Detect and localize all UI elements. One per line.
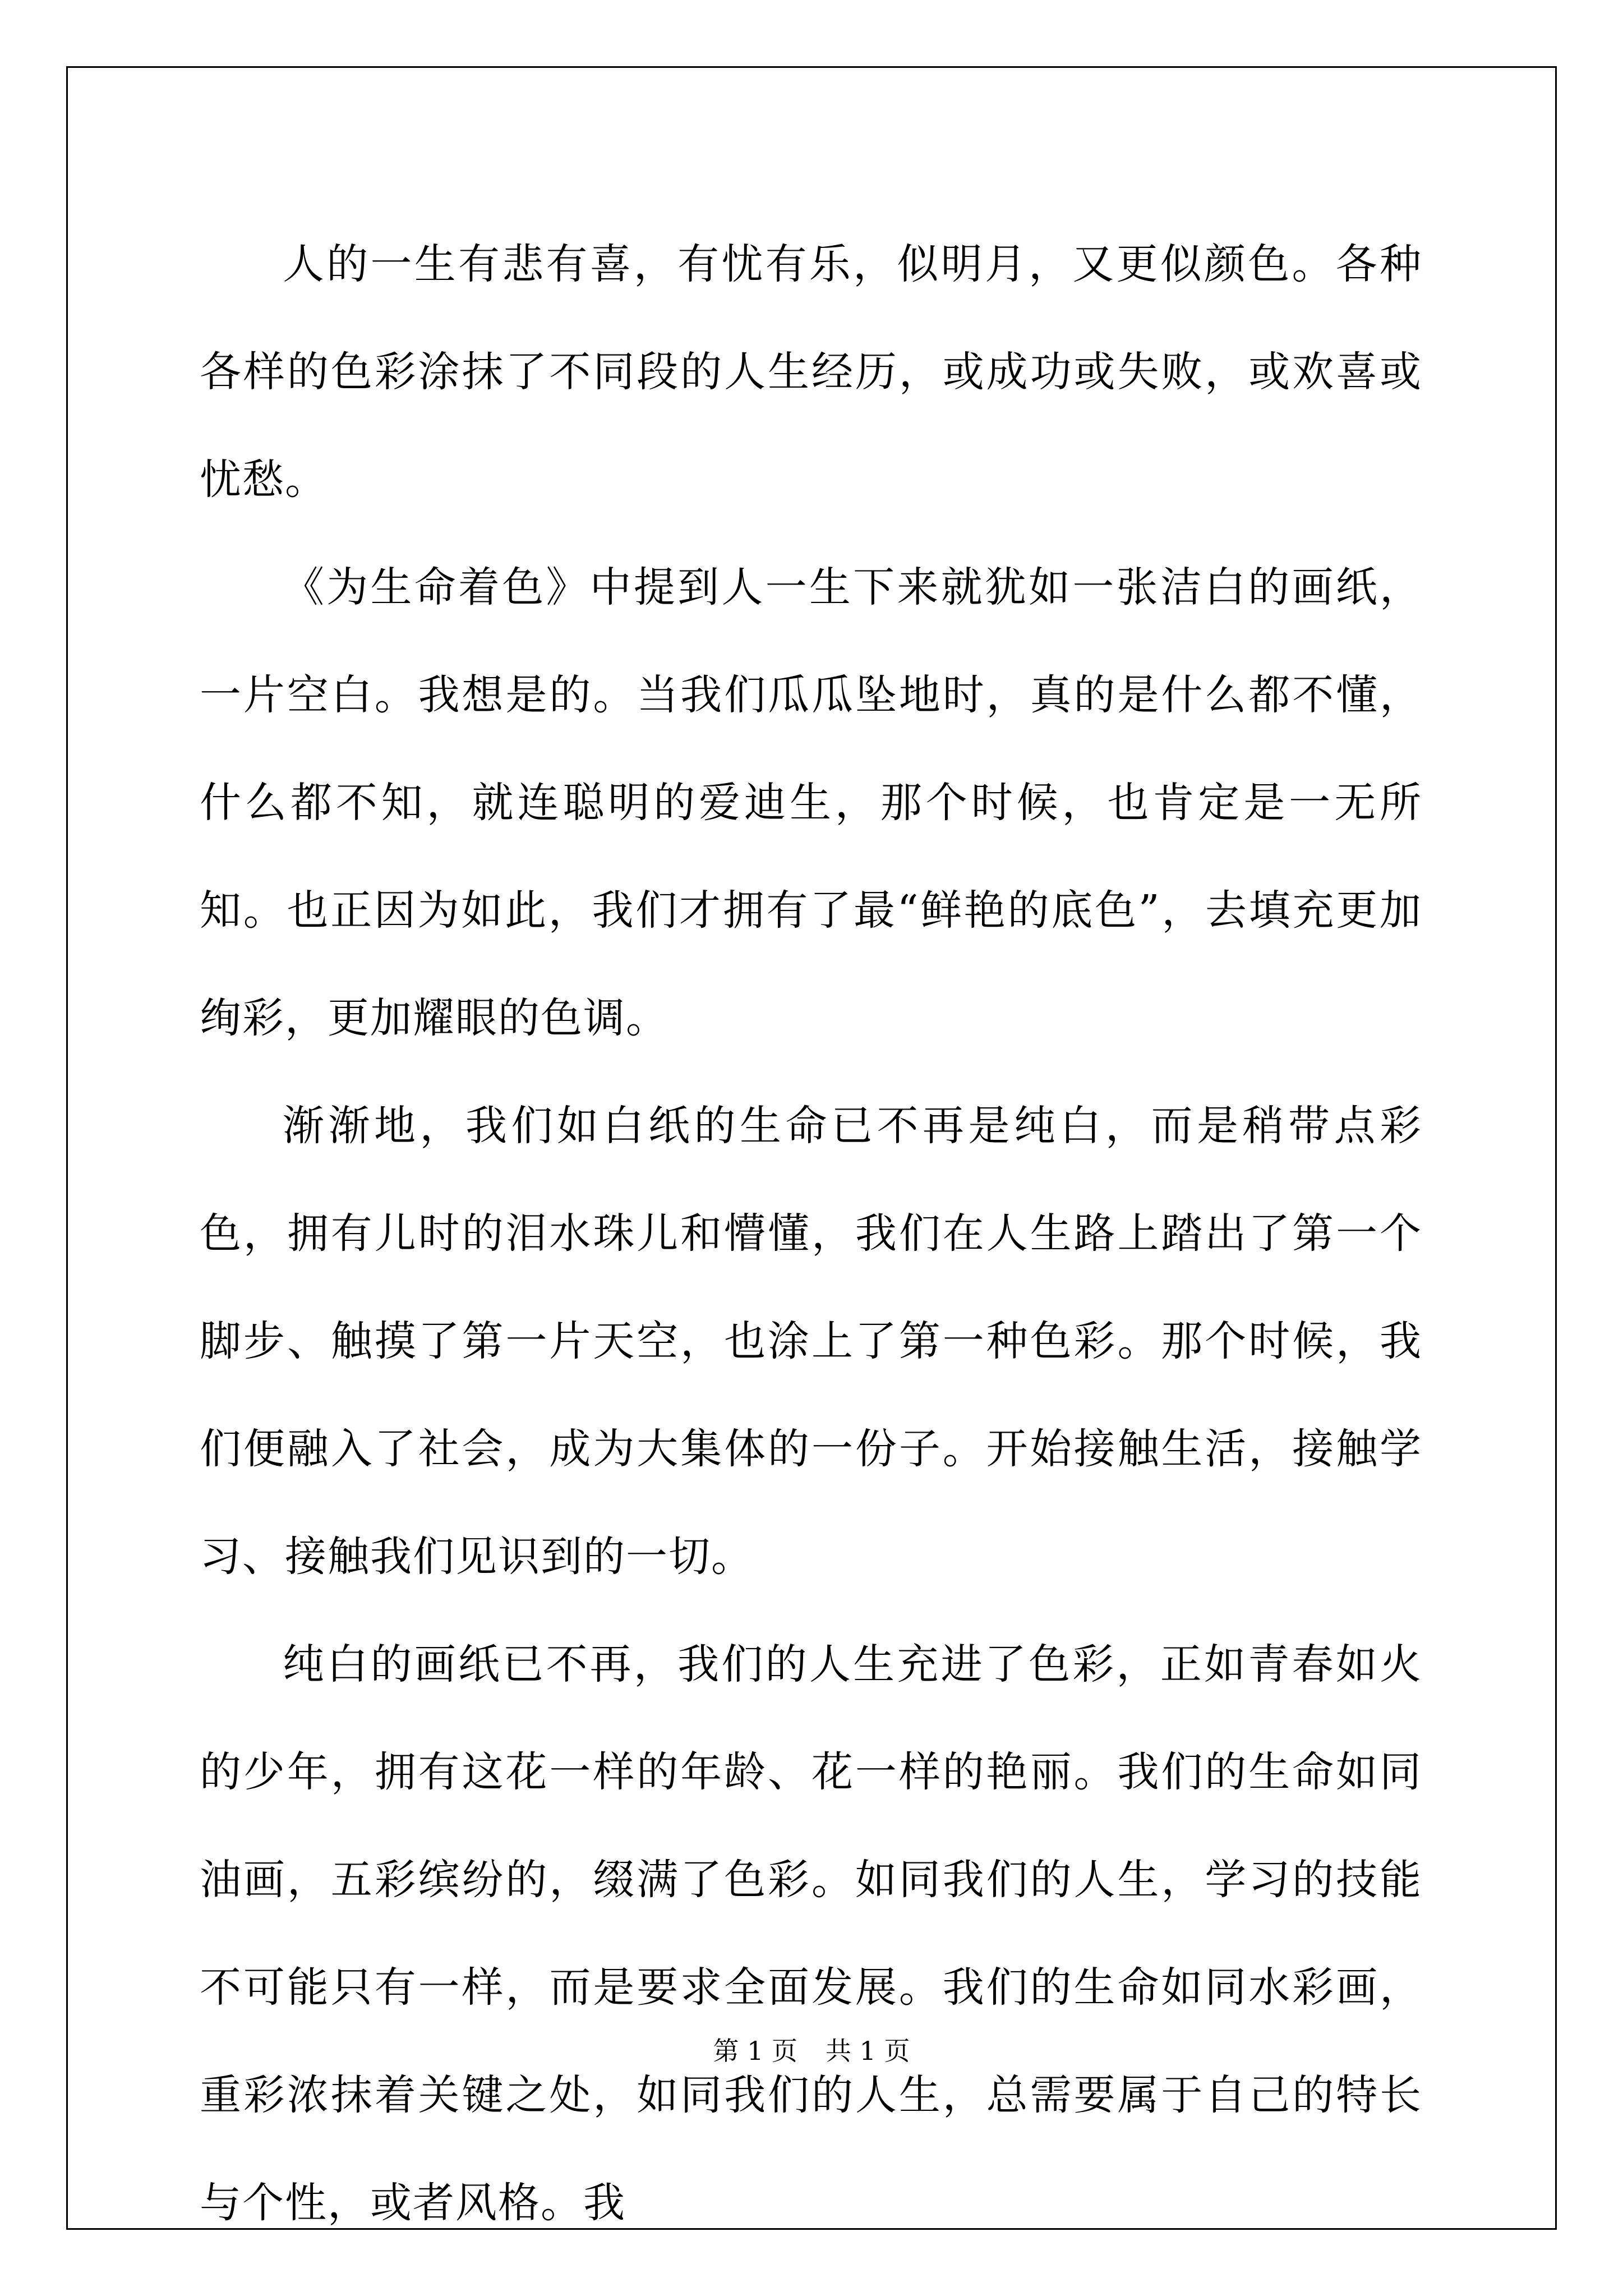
paragraph-3: 渐渐地，我们如白纸的生命已不再是纯白，而是稍带点彩色，拥有儿时的泪水珠儿和懵懂，我们在人生路上踏出了第一个脚步、触摸了第一片天空，也涂上了第一种色彩。那个时候，我们便融入了社会，成为大集体的一份子。开始接触生活，接触学习、接触我们见识到的一切。 — [200, 1102, 1422, 1581]
paragraph-4: 纯白的画纸已不再，我们的人生充进了色彩，正如青春如火的少年，拥有这花一样的年龄、花一样的艳丽。我们的生命如同油画，五彩缤纷的，缀满了色彩。如同我们的人生，学习的技能不可能只有一样，而是要求全面发展。我们的生命如同水彩画，重彩浓抹着关键之处，如同我们的人生，总需要属于自己的特长与个性，或者风格。我 — [200, 1640, 1422, 2227]
paragraph-2: 《为生命着色》中提到人一生下来就犹如一张洁白的画纸，一片空白。我想是的。当我们瓜瓜坠地时，真的是什么都不懂，什么都不知，就连聪明的爱迪生，那个时候，也肯定是一无所知。也正因为如此，我们才拥有了最“鲜艳的底色”，去填充更加绚彩，更加耀眼的色调。 — [200, 563, 1422, 1042]
page-number: 第 1 页 — [713, 2036, 797, 2066]
document-body — [200, 210, 1422, 2257]
paragraph-1: 人的一生有悲有喜，有忧有乐，似明月，又更似颜色。各种各样的色彩涂抹了不同段的人生经历，或成功或失败，或欢喜或忧愁。 — [200, 240, 1422, 504]
page-total: 共 1 页 — [826, 2036, 910, 2066]
page-footer — [0, 2031, 1623, 2068]
